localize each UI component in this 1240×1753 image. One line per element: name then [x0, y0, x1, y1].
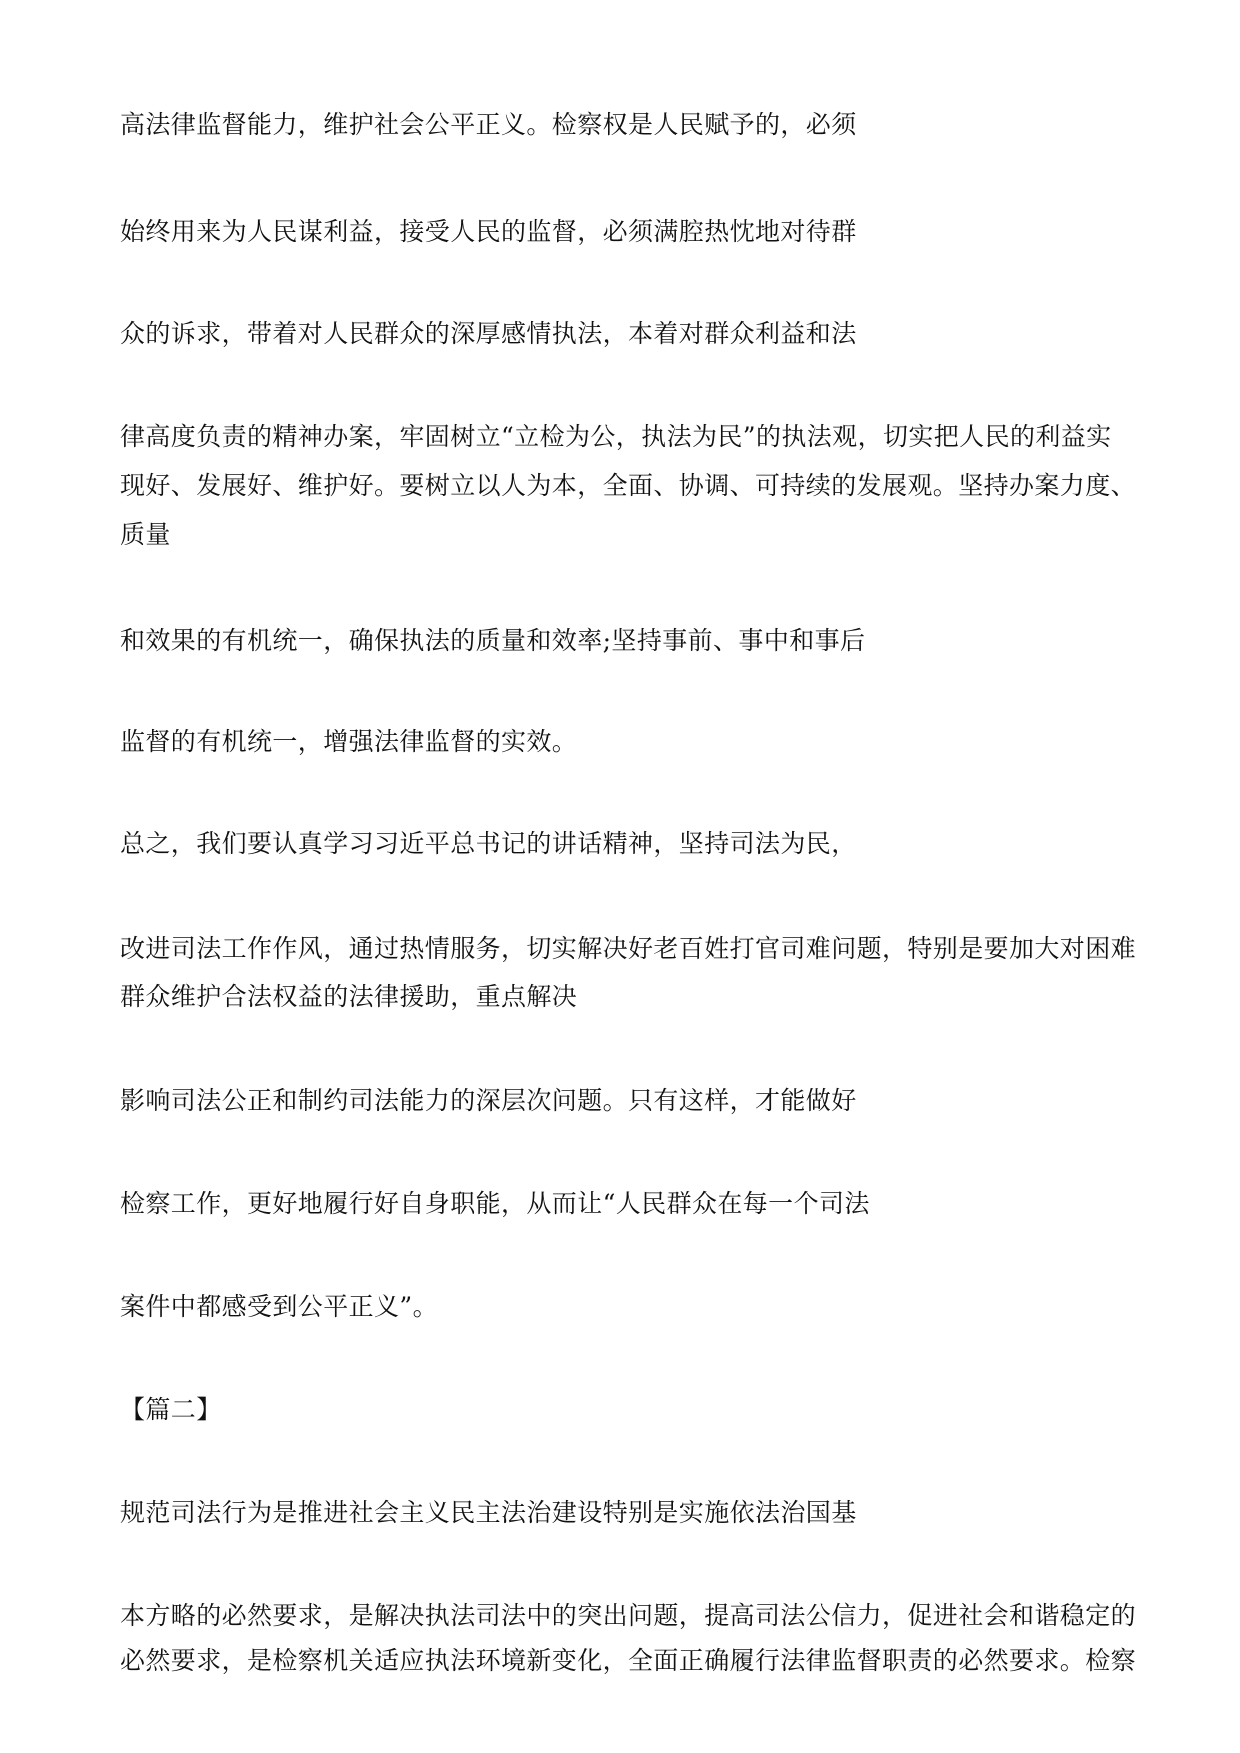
text-line: 影响司法公正和制约司法能力的深层次问题。只有这样，才能做好 [120, 1086, 857, 1115]
text-line: 必然要求，是检察机关适应执法环境新变化，全面正确履行法律监督职责的必然要求。检察 [120, 1646, 1137, 1675]
text-line: 律高度负责的精神办案，牢固树立“立检为公，执法为民”的执法观，切实把人民的利益实 [120, 422, 1112, 451]
text-line: 规范司法行为是推进社会主义民主法治建设特别是实施依法治国基 [120, 1498, 857, 1527]
section-heading: 【篇二】 [120, 1395, 222, 1424]
text-line: 始终用来为人民谋利益，接受人民的监督，必须满腔热忱地对待群 [120, 217, 857, 246]
text-line: 和效果的有机统一，确保执法的质量和效率;坚持事前、事中和事后 [120, 626, 866, 655]
text-line: 众的诉求，带着对人民群众的深厚感情执法，本着对群众利益和法 [120, 319, 857, 348]
text-line: 改进司法工作作风，通过热情服务，切实解决好老百姓打官司难问题，特别是要加大对困难 [120, 934, 1137, 963]
text-line: 本方略的必然要求，是解决执法司法中的突出问题，提高司法公信力，促进社会和谐稳定的 [120, 1601, 1137, 1630]
text-line: 总之，我们要认真学习习近平总书记的讲话精神，坚持司法为民， [120, 829, 857, 858]
text-line: 现好、发展好、维护好。要树立以人为本，全面、协调、可持续的发展观。坚持办案力度、 [120, 471, 1137, 500]
text-line: 监督的有机统一，增强法律监督的实效。 [120, 727, 578, 756]
text-line: 质量 [120, 520, 171, 549]
text-line: 检察工作，更好地履行好自身职能，从而让“人民群众在每一个司法 [120, 1189, 870, 1218]
text-line: 群众维护合法权益的法律援助，重点解决 [120, 982, 578, 1011]
text-line: 高法律监督能力，维护社会公平正义。检察权是人民赋予的，必须 [120, 110, 857, 139]
text-line: 案件中都感受到公平正义”。 [120, 1292, 438, 1321]
